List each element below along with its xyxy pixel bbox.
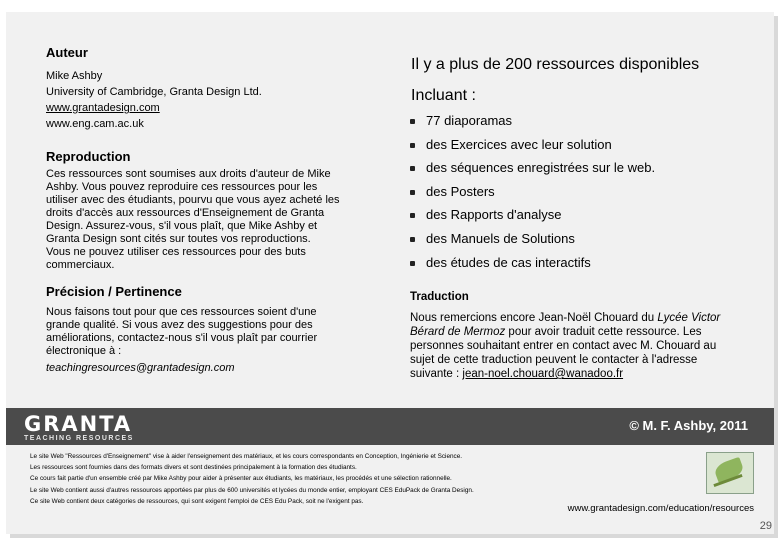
cambridge-website-text: www.eng.cam.ac.uk	[46, 118, 144, 130]
precision-line: améliorations, contactez-nous s'il vous plaît par courrier	[46, 332, 318, 344]
granta-logo: GRANTA	[24, 412, 133, 436]
resources-headline: Il y a plus de 200 ressources disponibles	[411, 56, 700, 73]
list-item-label: des Exercices avec leur solution	[426, 136, 612, 152]
bullet-icon	[410, 190, 415, 195]
resource-list	[410, 111, 655, 276]
bullet-icon	[410, 166, 415, 171]
precision-line: grande qualité. Si vous avez des suggestions pour des	[46, 319, 313, 331]
contact-email[interactable]: teachingresources@grantadesign.com	[46, 362, 235, 374]
list-item	[410, 135, 655, 159]
footer-line: Ce site Web contient deux catégories de ressources, qui sont exigent l'emploi de CES Edu Pack, soit ne l'exigent pas.	[30, 498, 364, 505]
precision-heading: Précision / Pertinence	[46, 284, 182, 299]
traduction-text: Nous remercions encore Jean-Noël Chouard du	[410, 312, 658, 324]
list-item	[410, 205, 655, 229]
list-item-label: des Posters	[426, 183, 495, 199]
translator-email-link[interactable]: jean-noel.chouard@wanadoo.fr	[462, 368, 624, 380]
list-item	[410, 111, 655, 135]
school-name-italic: Bérard de Mermoz	[410, 326, 506, 338]
page-number: 29	[759, 520, 772, 532]
bullet-icon	[410, 213, 415, 218]
traduction-line	[410, 311, 720, 325]
list-item	[410, 253, 655, 277]
traduction-line	[410, 325, 701, 339]
list-item	[410, 182, 655, 206]
traduction-line: personnes souhaitant entrer en contact avec M. Chouard au	[410, 340, 717, 352]
footer-line: Le site Web contient aussi d'autres ressources apportées par plus de 600 universités et lycées du monde entier, employant CES EduPack de Granta Design.	[30, 487, 474, 494]
bullet-icon	[410, 261, 415, 266]
traduction-line	[410, 367, 623, 381]
resources-url[interactable]: www.grantadesign.com/education/resources	[567, 503, 754, 514]
author-affiliation: University of Cambridge, Granta Design Ltd.	[46, 86, 262, 98]
bullet-icon	[410, 119, 415, 124]
list-item-label: des Rapports d'analyse	[426, 207, 562, 223]
leaf-thumbnail-image	[706, 452, 754, 494]
list-item-label: des Manuels de Solutions	[426, 230, 575, 246]
reproduction-line: utiliser avec des étudiants, pourvu que vous ayez acheté les	[46, 194, 340, 206]
list-item-label: des études de cas interactifs	[426, 254, 591, 270]
list-item	[410, 158, 655, 182]
school-name-italic: Lycée Victor	[657, 312, 721, 324]
bullet-icon	[410, 143, 415, 148]
slide-shadow-right	[774, 16, 778, 536]
footer-line: Les ressources sont fournies dans des formats divers et sont destinées principalement à la formation des étudiants.	[30, 464, 357, 471]
precision-line: électronique à :	[46, 345, 122, 357]
reproduction-line: Vous ne pouvez utiliser ces ressources pour des buts	[46, 246, 306, 258]
footer-line: Ce cours fait partie d'un ensemble créé par Mike Ashby pour aider à présenter aux étudiants, les matériaux, les procédés et une sélection rationnelle.	[30, 475, 452, 482]
author-name: Mike Ashby	[46, 70, 103, 82]
slide-shadow-bottom	[10, 534, 778, 538]
teaching-resources-tagline: TEACHING RESOURCES	[24, 435, 134, 442]
reproduction-line: commerciaux.	[46, 259, 115, 271]
reproduction-line: Design. Assurez-vous, s'il vous plaît, que Mike Ashby et	[46, 220, 318, 232]
traduction-text: suivante :	[410, 368, 463, 380]
reproduction-line: Granta Design sont cités sur toutes vos reproductions.	[46, 233, 311, 245]
granta-website-link[interactable]: www.grantadesign.com	[46, 102, 160, 114]
list-item-label: des séquences enregistrées sur le web.	[426, 160, 656, 176]
bullet-icon	[410, 237, 415, 242]
precision-line: Nous faisons tout pour que ces ressources soient d'une	[46, 306, 317, 318]
granta-banner	[6, 408, 774, 445]
list-item	[410, 229, 655, 253]
traduction-text: pour avoir traduit cette ressource. Les	[505, 326, 702, 338]
list-item-label: 77 diaporamas	[426, 113, 512, 128]
traduction-line: sujet de cette traduction peuvent le contacter à l'adresse	[410, 354, 698, 366]
auteur-heading: Auteur	[46, 45, 88, 60]
including-label: Incluant :	[411, 87, 476, 104]
reproduction-line: droits d'accès aux ressources d'Enseignement de Granta	[46, 207, 325, 219]
footer-line: Le site Web "Ressources d'Enseignement" vise à aider l'enseignement des matériaux, et les cours correspondants en Conception, Ingénierie et Science.	[30, 453, 463, 460]
copyright-text: © M. F. Ashby, 2011	[629, 418, 748, 433]
reproduction-line: Ashby. Vous pouvez reproduire ces ressources pour les	[46, 181, 318, 193]
reproduction-heading: Reproduction	[46, 149, 131, 164]
traduction-heading: Traduction	[410, 291, 469, 303]
reproduction-line: Ces ressources sont soumises aux droits d'auteur de Mike	[46, 168, 331, 180]
